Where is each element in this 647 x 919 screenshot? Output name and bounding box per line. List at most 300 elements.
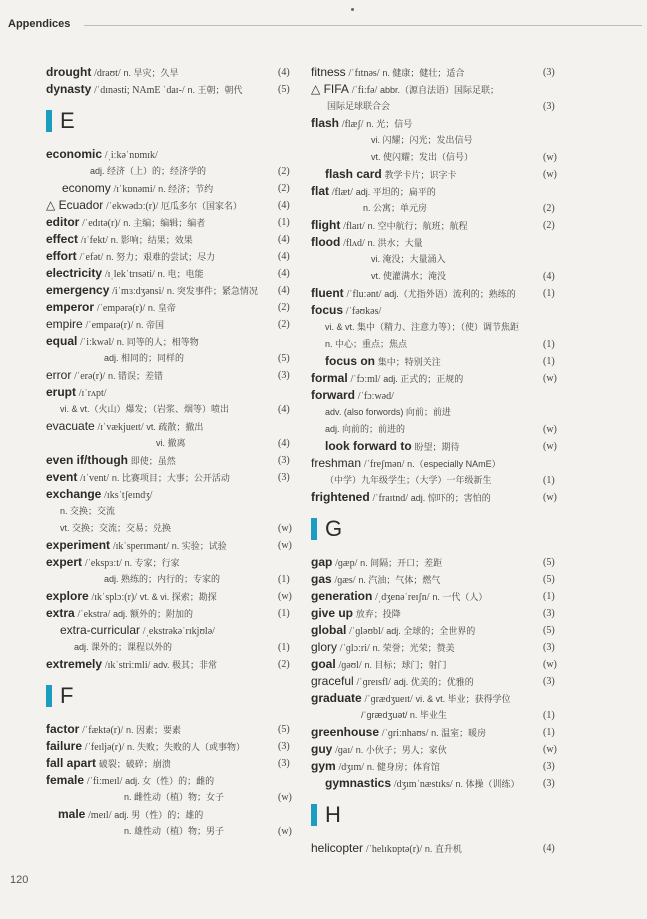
headword: freshman [311,456,362,470]
definition: n. 错误；差错 [108,371,164,381]
section-letter: G [325,516,343,541]
level-marker: (3) [278,370,290,381]
definition: vt. & vi. 探索；勘探 [139,592,217,602]
entry-text [46,265,204,283]
entry-row [311,673,581,690]
entry-row [311,775,581,792]
definition: adv. (also forwords) 向前；前进 [325,407,451,417]
level-marker: (w) [278,792,292,803]
level-marker: (4) [278,67,290,78]
header-rule [84,25,642,26]
phonetic: /ˌiːkəˈnɒmɪk/ [104,150,158,161]
phonetic: /draʊt/ [94,68,121,79]
headword: emperor [46,300,95,314]
level-marker: (1) [543,475,555,486]
entry-text [46,350,184,367]
entry-row [311,302,581,319]
headword: guy [311,742,333,756]
entry-text [46,248,215,266]
headword: extremely [46,657,103,671]
entry-text [46,64,179,82]
level-marker: (w) [543,152,557,163]
definition: n. 小伙子；男人；家伙 [355,745,447,755]
entry-text [46,299,176,317]
entry-text [46,180,213,198]
entry-row [46,64,316,81]
definition: /ˈɡrædʒuət/ n. 毕业生 [361,710,447,720]
entry-text [46,316,164,334]
level-marker: (1) [543,356,555,367]
definition: n. 实验；试验 [171,541,227,551]
entry-text [46,469,230,487]
headword: dynasty [46,82,92,96]
level-marker: (4) [543,843,555,854]
definition: n. 雌性动（植）物；女子 [124,792,225,802]
section-heading [311,516,581,546]
entry-text [311,149,473,166]
definition: n. 电；电能 [157,269,204,279]
section-bar [46,685,52,707]
entry-row [46,503,316,520]
level-marker: (5) [543,557,555,568]
phonetic: /ˈekwədɔː(r)/ [106,201,159,212]
headword: even if/though [46,453,128,467]
entry-row [46,622,316,639]
headword: gymnastics [325,776,392,790]
phonetic: /ɪˈvækjueɪt/ [97,422,144,433]
entry-text [46,639,172,656]
phonetic: /ˈfiːmeɪl/ [86,776,123,787]
headword: give up [311,606,354,620]
definition: adj. 男（性）的；雄的 [114,810,204,820]
entry-text [46,755,171,773]
entry-row [46,605,316,622]
level-marker: (w) [543,373,557,384]
entry-text [46,231,193,249]
entry-text [311,690,511,708]
entry-row [311,251,581,268]
definition: adj. 优美的；优雅的 [393,677,474,687]
level-marker: (4) [278,404,290,415]
phonetic: /ˈiːkwəl/ [80,337,115,348]
section-heading [46,108,316,138]
definition: n. 间隔；开口；差距 [360,558,443,568]
definition: n. 空中航行；航班；航程 [367,221,468,231]
phonetic: /ˈfæktə(r)/ [82,725,124,736]
headword: greenhouse [311,725,380,739]
entry-row [311,605,581,622]
entry-row [311,724,581,741]
headword: flat [311,184,329,198]
definition: 盼望；期待 [414,442,460,452]
entry-row [46,639,316,656]
entry-text [46,537,227,555]
definition: n. 健康；健壮；适合 [382,68,465,78]
definition: adj. 相同的；同样的 [104,353,185,363]
entry-text [46,789,224,806]
entry-text [46,622,215,640]
section-letter: E [60,108,75,133]
level-marker: (1) [543,710,555,721]
definition: vi. 撤离 [156,438,186,448]
entry-row [46,554,316,571]
entry-text [311,673,474,691]
phonetic: /ˈɡləʊbl/ [349,626,384,637]
phonetic: /ˈfreʃmən/ [363,459,405,470]
entry-row [46,367,316,384]
entry-text [311,455,501,473]
entry-text [311,639,455,657]
entry-row [311,319,581,336]
entry-row [46,721,316,738]
definition: n. 目标；球门；射门 [364,660,447,670]
level-marker: (4) [278,268,290,279]
entry-text [311,656,447,674]
level-marker: (w) [543,659,557,670]
entry-row [311,234,581,251]
phonetic: /ɪkˈstriːmli/ [104,660,151,671]
level-marker: (1) [278,608,290,619]
headword: flood [311,235,341,249]
entry-row [46,656,316,673]
level-marker: (4) [278,438,290,449]
level-marker: (2) [278,166,290,177]
entry-text [311,605,401,623]
entry-row [46,452,316,469]
entry-row [311,588,581,605]
phonetic: /dʒɪmˈnæstɪks/ [393,779,453,790]
phonetic: /ˈdɪnəsti; NAmE ˈdaɪ-/ [94,85,185,96]
headword: fitness [311,65,346,79]
definition: n. 温室；暖房 [431,728,487,738]
definition: n. 因素；要素 [126,725,182,735]
headword: experiment [46,538,111,552]
entry-row [46,350,316,367]
definition: n. 交换；交流 [60,506,116,516]
entry-row [46,520,316,537]
entry-text [311,588,487,606]
headword: error [46,368,72,382]
definition: adj. 全球的；全世界的 [386,626,476,636]
level-marker: (w) [278,826,292,837]
entry-text [311,489,491,507]
phonetic: /ˈhelɪkɒptə(r)/ [365,844,423,855]
entry-text [311,571,440,589]
headword: glory [311,640,338,654]
entry-text [46,486,152,504]
level-marker: (5) [278,353,290,364]
entry-row [311,200,581,217]
entry-row [311,166,581,183]
entry-row [311,690,581,707]
phonetic: /ˈɡreɪsfl/ [356,677,391,688]
entry-text [311,421,405,438]
headword: flight [311,218,341,232]
entry-text [46,384,107,402]
page-header: Appendices [8,18,71,30]
headword: focus on [325,354,375,368]
headword: factor [46,722,80,736]
entry-text [311,251,446,268]
entry-row [311,132,581,149]
headword: female [46,773,85,787]
phonetic: /ˈfɔːml/ [350,374,381,385]
phonetic: /ɡəʊl/ [338,660,362,671]
definition: vt. 疏散；撤出 [146,422,204,432]
entry-text [46,214,205,232]
level-marker: (w) [278,540,292,551]
entry-text [311,132,473,149]
definition: vt. 交换；交流；交易；兑换 [60,523,172,533]
entry-text [311,115,412,133]
definition: vi. 闪耀；闪光；发出信号 [371,135,473,145]
entry-text [311,554,442,572]
entry-row [311,571,581,588]
definition: 教学卡片；识字卡 [384,170,457,180]
definition: n. 同等的人；相等物 [116,337,199,347]
level-marker: (4) [278,251,290,262]
entry-text [311,98,390,115]
level-marker: (3) [543,778,555,789]
headword: forward [311,388,356,402]
entry-text [46,721,181,739]
entry-text [311,472,492,489]
left-column [46,64,316,840]
level-marker: (5) [278,84,290,95]
entry-row [46,823,316,840]
entry-row [311,268,581,285]
definition: vi. & vt. 毕业；获得学位 [415,694,511,704]
entry-row [46,755,316,772]
definition: n. 体操（训练） [455,779,520,789]
entry-text [311,741,447,759]
phonetic: /ɪˈvent/ [80,473,110,484]
entry-row [46,197,316,214]
phonetic: /ɡaɪ/ [335,745,353,756]
entry-text [311,707,447,724]
headword: △ Ecuador [46,198,104,212]
definition: adj.（尤指外语）流利的；熟练的 [384,289,516,299]
entry-text [46,81,242,99]
entry-row [311,489,581,506]
entry-row [46,163,316,180]
phonetic: /ˈerə(r)/ [74,371,106,382]
headword: economy [62,181,111,195]
entry-text [46,656,217,674]
headword: flash [311,116,340,130]
headword: empire [46,317,83,331]
headword: emergency [46,283,110,297]
phonetic: /ˈfraɪtnd/ [372,493,408,504]
headword: focus [311,303,344,317]
headword: formal [311,371,348,385]
level-marker: (4) [278,200,290,211]
entry-row [311,438,581,455]
entry-row [46,435,316,452]
headword: frightened [311,490,370,504]
level-marker: (w) [543,169,557,180]
headword: graceful [311,674,354,688]
entry-row [46,588,316,605]
entry-text [46,333,199,351]
entry-text [46,282,258,300]
entry-text [311,840,462,858]
entry-text [46,520,171,537]
headword: economic [46,147,103,161]
headword: male [58,807,86,821]
entry-text [311,200,427,217]
definition: 即使；虽然 [130,456,176,466]
entry-row [46,486,316,503]
headword: evacuate [46,419,95,433]
level-marker: (3) [543,67,555,78]
headword: extra [46,606,75,620]
definition: n. 努力；艰难的尝试；尽力 [106,252,216,262]
definition: vt. 使闪耀；发出（信号） [371,152,474,162]
entry-row [46,469,316,486]
entry-text [311,724,486,742]
definition: n. 突发事件；紧急情况 [166,286,258,296]
entry-text [311,64,464,82]
entry-text [46,452,176,470]
right-column [311,64,581,857]
entry-text [46,823,224,840]
entry-text [46,554,180,572]
entry-row [311,81,581,98]
entry-text [46,605,193,623]
headword: erupt [46,385,76,399]
level-marker: (1) [278,642,290,653]
level-marker: (5) [543,574,555,585]
definition: 破裂；破碎；崩溃 [98,759,171,769]
level-marker: (5) [278,724,290,735]
headword: expert [46,555,83,569]
definition: adj. 平坦的；扁平的 [355,187,436,197]
definition: n. 失败；失败的人（或事物） [127,742,246,752]
section-bar [311,518,317,540]
definition: n. 经济；节约 [158,184,214,194]
definition: n. 中心；重点；焦点 [325,339,408,349]
phonetic: /ˈfɪtnəs/ [348,68,380,79]
entry-row [311,387,581,404]
headword: global [311,623,347,637]
entry-text [311,217,468,235]
level-marker: (4) [278,234,290,245]
entry-row [46,806,316,823]
definition: n. 健身房；体育馆 [366,762,440,772]
entry-text [46,571,220,588]
entry-text [46,806,203,824]
entry-text [311,370,463,388]
headword: graduate [311,691,362,705]
level-marker: (2) [543,203,555,214]
entry-text [311,438,459,456]
entry-text [311,166,457,184]
entry-row [46,384,316,401]
headword: gas [311,572,332,586]
level-marker: (3) [543,761,555,772]
headword: fall apart [46,756,97,770]
level-marker: (1) [543,727,555,738]
entry-row [46,299,316,316]
phonetic: /ɪˌlekˈtrɪsəti/ [104,269,155,280]
section-heading [311,802,581,832]
entry-row [311,336,581,353]
phonetic: /ˈfluːənt/ [346,289,382,300]
definition: adj. 向前的；前进的 [325,424,406,434]
entry-text [311,336,407,353]
entry-text [311,302,381,320]
section-heading [46,683,316,713]
entry-row [311,472,581,489]
entry-row [46,738,316,755]
definition: abbr.（源自法语）国际足联； [380,85,500,95]
entry-row [311,404,581,421]
level-marker: (2) [278,183,290,194]
phonetic: /ˈefət/ [79,252,104,263]
phonetic: /ˈfeɪljə(r)/ [84,742,125,753]
entry-row [46,333,316,350]
definition: adj. 惊吓的；害怕的 [410,493,491,503]
entry-row [311,217,581,234]
definition: adj. 女（性）的；雌的 [125,776,215,786]
headword: editor [46,215,80,229]
phonetic: /flʌd/ [343,238,365,249]
entry-row [46,214,316,231]
level-marker: (3) [543,642,555,653]
definition: adj. 正式的；正规的 [383,374,464,384]
phonetic: /flaɪt/ [343,221,365,232]
entry-text [311,758,440,776]
entry-row [311,64,581,81]
entry-row [311,707,581,724]
entry-row [311,421,581,438]
headword: electricity [46,266,103,280]
level-marker: (3) [278,741,290,752]
entry-row [311,656,581,673]
level-marker: (3) [543,608,555,619]
level-marker: (1) [278,574,290,585]
entry-row [311,554,581,571]
level-marker: (1) [543,288,555,299]
definition: n. 光；信号 [366,119,413,129]
phonetic: /ˈfiːfə/ [351,85,378,96]
definition: 集中；特别关注 [377,357,441,367]
phonetic: /dʒɪm/ [338,762,365,773]
level-marker: (w) [543,744,557,755]
level-marker: (w) [278,591,292,602]
entry-row [311,183,581,200]
definition: n. 荣誉；光荣；赞美 [372,643,455,653]
entry-row [311,758,581,775]
definition: 国际足球联合会 [327,101,391,111]
entry-text [46,435,186,452]
entry-row [311,149,581,166]
phonetic: /ɪkˈsplɔː(r)/ [91,592,138,603]
definition: n. 直升机 [424,844,462,854]
level-marker: (3) [278,758,290,769]
definition: n. 专家；行家 [124,558,180,568]
phonetic: /ɪˈkɒnəmi/ [113,184,156,195]
definition: n. 洪水；大量 [367,238,423,248]
definition: n. 帝国 [136,320,165,330]
level-marker: (w) [543,441,557,452]
phonetic: /ɪˈrʌpt/ [78,388,107,399]
definition: n. 影响；结果；效果 [110,235,193,245]
entry-text [311,234,423,252]
definition: adj. 熟练的；内行的；专家的 [104,574,221,584]
entry-text [46,367,163,385]
